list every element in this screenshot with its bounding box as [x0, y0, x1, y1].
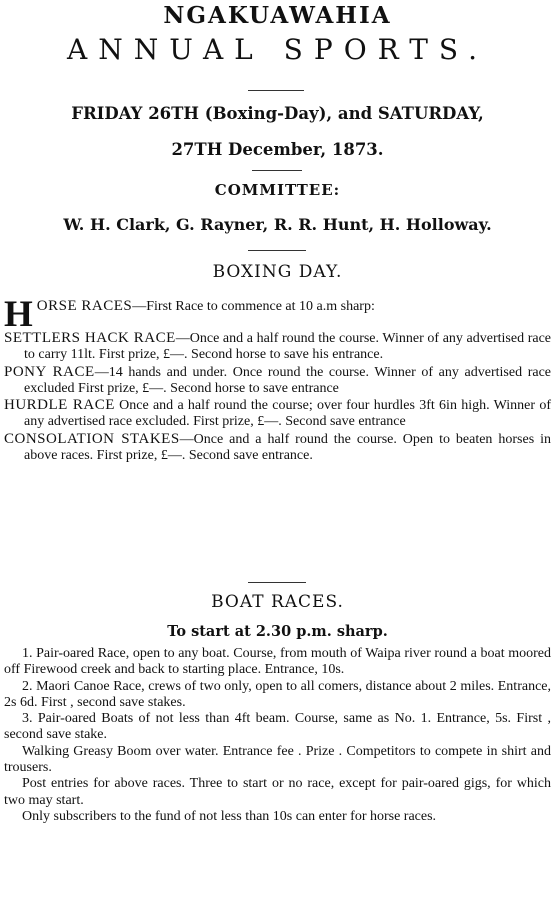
race-text: —Once and a half round the course. Open to beaten horses in above races. First prize, £—. Second save entrance. — [24, 431, 551, 464]
boat-races-heading: BOAT RACES. — [211, 592, 344, 612]
boat-race-paragraph: Only subscribers to the fund of not less than 10s can enter for horse races. — [22, 808, 437, 824]
boat-races-section — [4, 646, 551, 825]
place-title: NGAKUAWAHIA — [163, 2, 392, 29]
date-line-2: 27TH December, 1873. — [171, 140, 384, 159]
boat-race-paragraph: 3. Pair-oared Boats of not less than 4ft beam. Course, same as No. 1. Entrance, 5s. First , second save stake. — [4, 711, 551, 743]
committee-heading: COMMITTEE: — [214, 181, 341, 199]
race-entry — [4, 330, 551, 364]
boat-race-paragraph: Walking Greasy Boom over water. Entrance fee . Prize . Competitors to compete in shirt and trousers. — [4, 743, 551, 776]
race-name: SETTLERS HACK RACE — [4, 330, 176, 346]
race-entry — [4, 431, 551, 465]
race-text: —14 hands and under. Once round the course. Winner of any advertised race excluded First prize, £—. Second horse to save entrance — [24, 364, 552, 396]
horse-races-section — [4, 294, 552, 464]
boxing-day-heading: BOXING DAY. — [212, 262, 343, 282]
divider — [248, 90, 304, 91]
race-text: —Once and a half round the course. Winner of any advertised race to carry 11lt. First prize, £—. Second horse to save his entrance. — [24, 331, 551, 363]
race-name: HURDLE RACE — [4, 397, 115, 414]
boat-race-paragraph: 2. Maori Canoe Race, crews of two only, open to all comers, distance about 2 miles. Entrance, 2s 6d. First , second save stakes. — [4, 678, 551, 710]
race-entry — [4, 364, 551, 398]
race-name: CONSOLATION STAKES — [4, 430, 180, 447]
race-text: Once and a half round the course; over four hurdles 3ft 6in high. Winner of any advertised race excluded. First prize, £—. Second save entrance — [24, 398, 551, 430]
intro-rest: —First Race to commence at 10 a.m sharp: — [132, 299, 375, 314]
race-name: PONY RACE — [4, 363, 95, 380]
race-entry — [4, 397, 551, 431]
committee-members: W. H. Clark, G. Rayner, R. R. Hunt, H. Holloway. — [63, 215, 492, 234]
boat-races-start: To start at 2.30 p.m. sharp. — [167, 623, 388, 640]
divider — [248, 250, 306, 251]
boat-race-paragraph: 1. Pair-oared Race, open to any boat. Course, from mouth of Waipa river round a boat moored off Firewood creek and back to starting place. Entrance, 10s. — [4, 646, 551, 678]
divider — [252, 170, 302, 171]
divider — [248, 582, 306, 583]
drop-cap: H — [4, 294, 33, 335]
date-line-1: FRIDAY 26TH (Boxing-Day), and SATURDAY, — [71, 104, 484, 123]
event-title: ANNUAL SPORTS. — [67, 33, 488, 66]
boat-race-paragraph: Post entries for above races. Three to start or no race, except for pair-oared gigs, for which two may start. — [4, 776, 551, 808]
horse-races-intro — [4, 294, 551, 335]
intro-lead: ORSE RACES — [36, 298, 133, 314]
